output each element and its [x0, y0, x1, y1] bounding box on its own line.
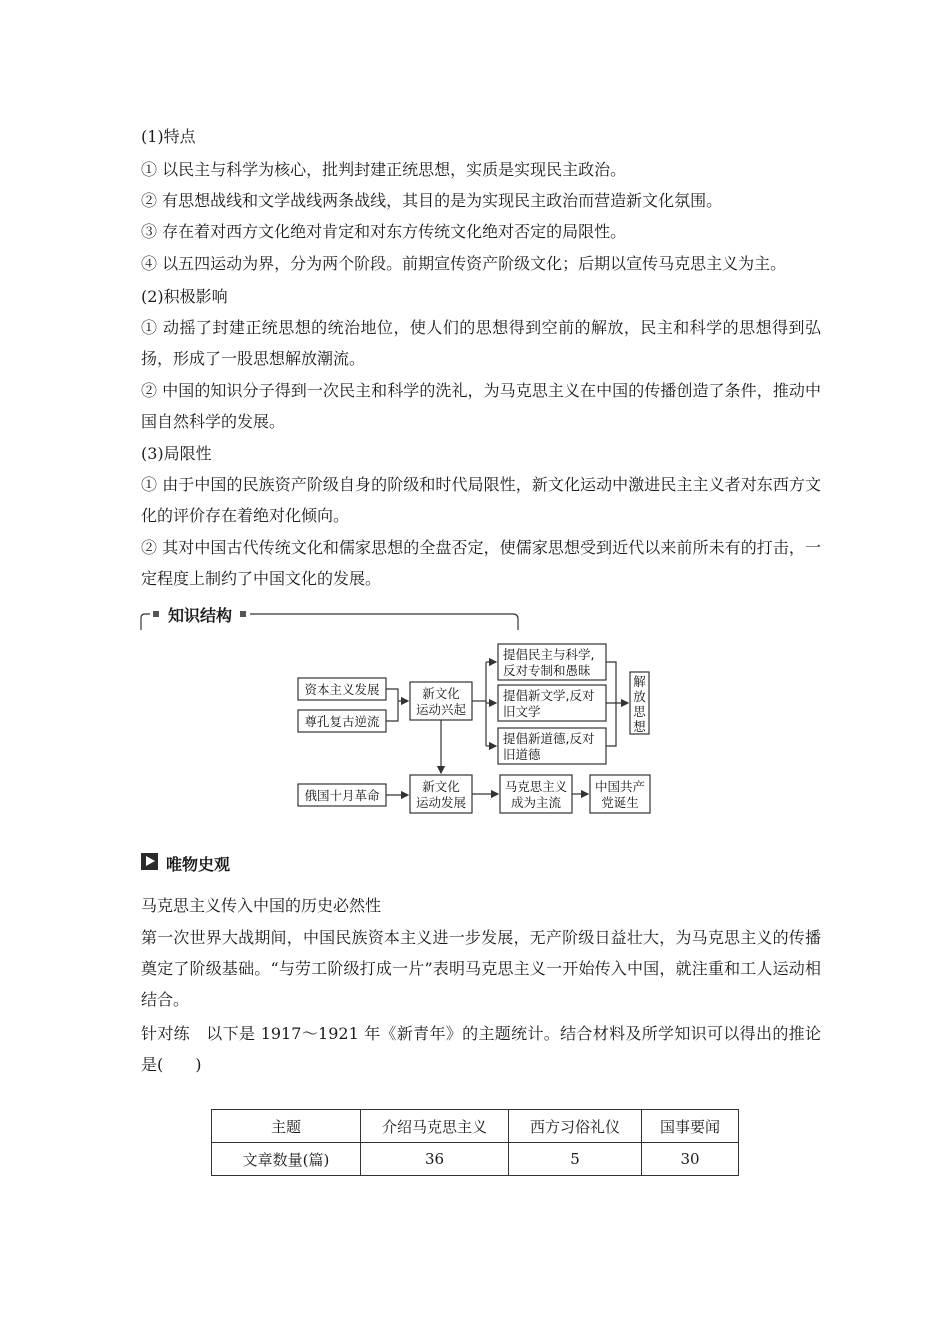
node-liberation-char-3: 思: [633, 704, 646, 719]
node-literature-line2: 旧文学: [503, 704, 541, 719]
table-header-cell: 西方习俗礼仪: [509, 1110, 642, 1143]
limits-title: (3)局限性: [141, 444, 212, 463]
impact-item-2: ② 中国的知识分子得到一次民主和科学的洗礼，为马克思主义在中国的传播创造了条件，推动中国自然科学的发展。: [141, 381, 821, 431]
materialism-heading: 唯物史观: [166, 855, 231, 874]
table-header-cell: 介绍马克思主义: [361, 1110, 509, 1143]
node-rise-line1: 新文化: [422, 686, 460, 701]
node-liberation-char-1: 解: [633, 674, 646, 689]
table-row: [212, 1143, 739, 1176]
impact-title: (2)积极影响: [141, 287, 228, 306]
node-capitalism: [298, 678, 386, 700]
node-morality-line1: 提倡新道德,反对: [503, 731, 595, 746]
node-marxism-line1: 马克思主义: [504, 779, 568, 794]
table-cell: 文章数量(篇): [212, 1143, 361, 1176]
node-democracy-line1: 提倡民主与科学,: [503, 647, 595, 662]
node-rise: [410, 682, 472, 720]
node-ccp-founding: [590, 775, 650, 813]
play-icon: [141, 853, 158, 870]
node-liberation: [630, 672, 649, 734]
limits-item-1: ① 由于中国的民族资产阶级自身的阶级和时代局限性，新文化运动中激进民主主义者对东西方文化的评价存在着绝对化倾向。: [141, 475, 821, 525]
features-item-2: ② 有思想战线和文学战线两条战线，其目的是为实现民主政治而营造新文化氛围。: [141, 191, 723, 210]
materialism-body: 第一次世界大战期间，中国民族资本主义进一步发展，无产阶级日益壮大，为马克思主义的传播奠定了阶级基础。“与劳工阶级打成一片”表明马克思主义一开始传入中国，就注重和工人运动相结合。: [141, 928, 821, 1009]
knowledge-structure-diagram: [290, 640, 660, 820]
materialism-subtitle: 马克思主义传入中国的历史必然性: [141, 896, 382, 915]
node-ccp-line2: 党诞生: [601, 795, 639, 810]
node-october-revolution: [298, 784, 386, 806]
topic-stats-table: [211, 1109, 739, 1176]
node-democracy-line2: 反对专制和愚昧: [503, 663, 591, 678]
node-democracy-science: [498, 644, 606, 680]
node-confucius-revival-text: 尊孔复古逆流: [304, 714, 380, 729]
node-confucius-revival: [298, 710, 386, 732]
features-item-4: ④ 以五四运动为界，分为两个阶段。前期宣传资产阶级文化；后期以宣传马克思主义为主。: [141, 254, 787, 273]
node-marxism: [500, 775, 572, 813]
limits-item-2: ② 其对中国古代传统文化和儒家思想的全盘否定，使儒家思想受到近代以来前所未有的打击，一定程度上制约了中国文化的发展。: [141, 538, 821, 588]
node-development-line1: 新文化: [422, 779, 460, 794]
node-new-literature: [498, 685, 606, 721]
table-cell: 36: [361, 1143, 509, 1176]
features-item-1: ① 以民主与科学为核心，批判封建正统思想，实质是实现民主政治。: [141, 160, 627, 179]
table-header-cell: 主题: [212, 1110, 361, 1143]
node-ccp-line1: 中国共产: [594, 779, 646, 794]
node-october-revolution-text: 俄国十月革命: [304, 788, 380, 803]
node-marxism-line2: 成为主流: [510, 795, 562, 810]
table-cell: 30: [642, 1143, 739, 1176]
node-morality-line2: 旧道德: [503, 747, 541, 762]
node-new-morality: [498, 728, 606, 764]
table-cell: 5: [509, 1143, 642, 1176]
knowledge-structure-label: 知识结构: [168, 606, 233, 625]
exercise-question: 针对练 以下是 1917～1921 年《新青年》的主题统计。结合材料及所学知识可以得出的推论是( ): [141, 1024, 821, 1074]
node-literature-line1: 提倡新文学,反对: [503, 688, 595, 703]
features-item-3: ③ 存在着对西方文化绝对肯定和对东方传统文化绝对否定的局限性。: [141, 222, 627, 241]
table-header-cell: 国事要闻: [642, 1110, 739, 1143]
node-development-line2: 运动发展: [415, 795, 467, 810]
node-liberation-char-2: 放: [633, 689, 646, 704]
node-development: [410, 775, 472, 813]
node-capitalism-text: 资本主义发展: [304, 682, 380, 697]
table-header-row: [212, 1110, 739, 1143]
node-liberation-char-4: 想: [633, 719, 646, 734]
features-title: (1)特点: [141, 127, 196, 146]
impact-item-1: ① 动摇了封建正统思想的统治地位，使人们的思想得到空前的解放，民主和科学的思想得到弘扬，形成了一股思想解放潮流。: [141, 318, 821, 368]
node-rise-line2: 运动兴起: [415, 702, 467, 717]
